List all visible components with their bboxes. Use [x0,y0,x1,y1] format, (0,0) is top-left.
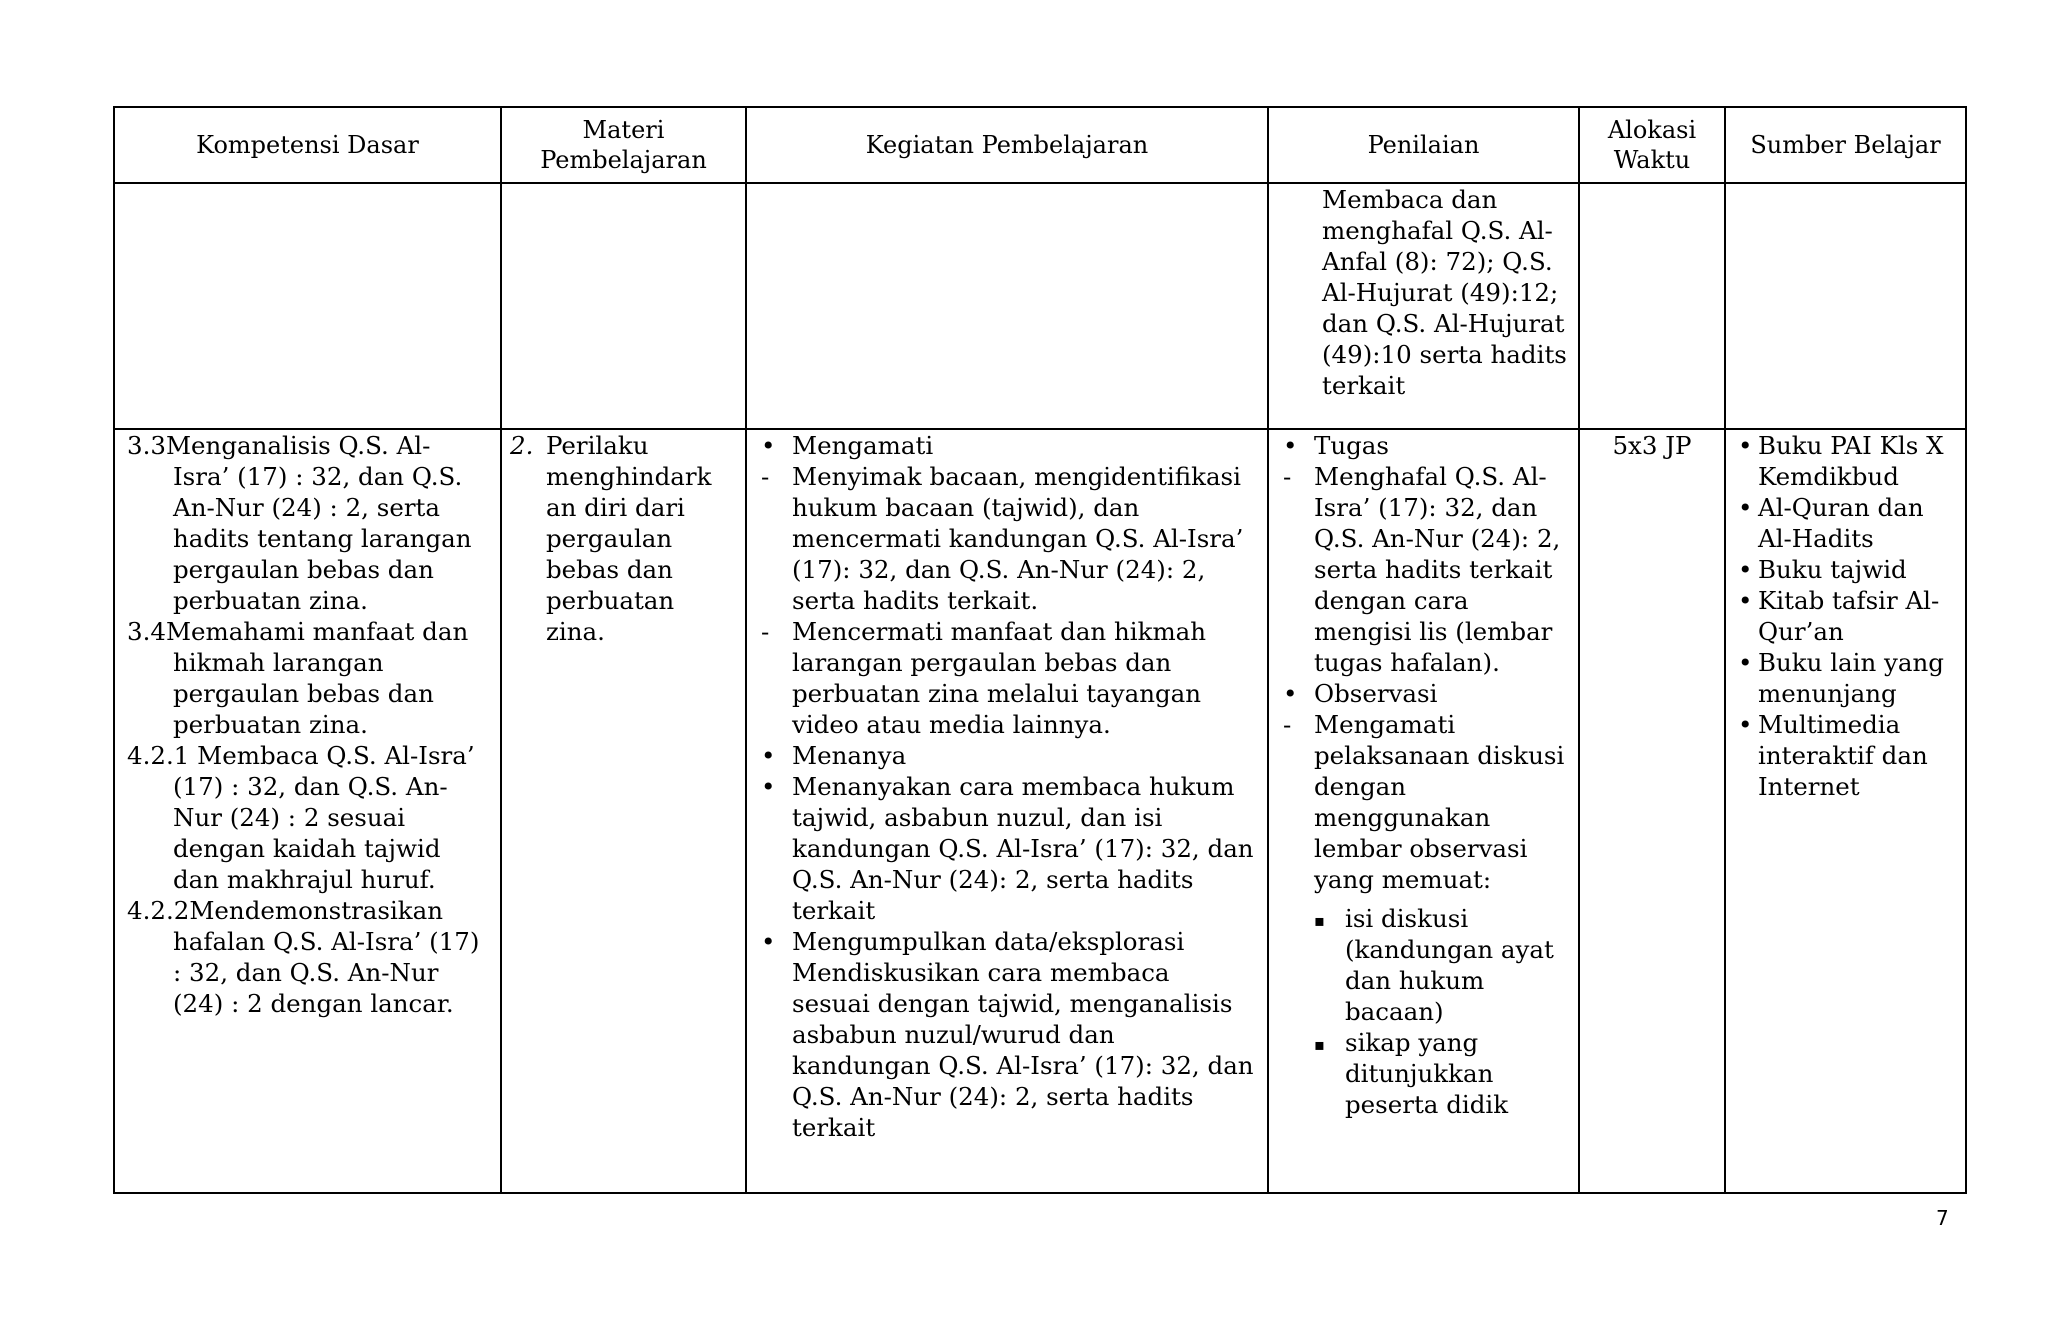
kegiatan-text: Mengamati [792,431,934,460]
penilaian-text: Tugas [1314,431,1389,460]
kegiatan-item [759,461,1255,616]
cell-materi-empty [501,183,746,429]
kegiatan-text: Mengumpulkan data/eksplorasi Mendiskusikan cara membaca sesuai dengan tajwid, menganalisis asbabun nuzul/wurud dan kandungan Q.S. Al-Isra’ (17): 32, dan Q.S. An-Nur (24): 2, serta hadits terkait [792,927,1254,1142]
sumber-text: Buku lain yang menunjang [1758,648,1944,708]
bullet-icon: • [1738,710,1753,739]
penilaian-continued-text: Membaca dan menghafal Q.S. Al-Anfal (8): 72); Q.S. Al-Hujurat (49):12; dan Q.S. Al-Hujurat (49):10 serta hadits terkait [1322,185,1567,400]
cell-sumber-empty [1725,183,1966,429]
materi-number: 2. [510,431,534,460]
header-materi-label: Materi Pembelajaran [540,116,707,174]
bullet-icon: • [761,741,776,770]
kd-item: 3.4Memahami manfaat dan hikmah larangan pergaulan bebas dan perbuatan zina. [127,617,469,739]
sumber-item [1738,430,1961,492]
page-number: 7 [1936,1206,1949,1230]
cell-sumber-belajar [1725,429,1966,1193]
header-alokasi-label: Alokasi Waktu [1607,116,1697,174]
sumber-text: Buku PAI Kls X Kemdikbud [1758,431,1944,491]
table-header-row [114,107,1966,183]
sumber-text: Kitab tafsir Al-Qur’an [1758,586,1940,646]
cell-kompetensi-empty [114,183,501,429]
bullet-icon: • [1738,431,1753,460]
penilaian-item [1281,430,1572,461]
cell-penilaian-continued [1268,183,1579,429]
silabus-table [113,106,1967,1194]
bullet-icon: • [1738,586,1753,615]
header-kompetensi-dasar: Kompetensi Dasar [114,107,501,183]
cell-alokasi-empty [1579,183,1725,429]
kegiatan-item [759,430,1255,461]
sumber-text: Multimedia interaktif dan Internet [1758,710,1928,801]
cell-penilaian [1268,429,1579,1193]
sumber-item [1738,585,1961,647]
dash-icon: - [761,462,770,491]
square-bullet-icon: ▪ [1314,1035,1325,1054]
kegiatan-text: Menanya [792,741,907,770]
kegiatan-text: Menyimak bacaan, mengidentifikasi hukum bacaan (tajwid), dan mencermati kandungan Q.S. Al-Isra’ (17): 32, dan Q.S. An-Nur (24): 2, serta hadits terkait. [792,462,1244,615]
penilaian-sub-text: isi diskusi (kandungan ayat dan hukum bacaan) [1345,904,1554,1026]
bullet-icon: • [761,927,776,956]
sumber-item [1738,554,1961,585]
bullet-icon: • [1738,493,1753,522]
bullet-icon: • [761,772,776,801]
cell-kompetensi-dasar [114,429,501,1193]
bullet-icon: • [1283,431,1298,460]
penilaian-text: Observasi [1314,679,1438,708]
bullet-icon: • [1283,679,1298,708]
penilaian-text: Mengamati pelaksanaan diskusi dengan menggunakan lembar observasi yang memuat: [1314,710,1565,894]
penilaian-sub-text: sikap yang ditunjukkan peserta didik [1345,1028,1509,1119]
dash-icon: - [761,617,770,646]
kegiatan-item [759,926,1255,1143]
penilaian-item [1281,709,1572,895]
table-row [114,429,1966,1193]
header-kegiatan-pembelajaran: Kegiatan Pembelajaran [746,107,1268,183]
penilaian-text: Menghafal Q.S. Al-Isra’ (17): 32, dan Q.S. An-Nur (24): 2, serta hadits terkait dengan cara mengisi lis (lembar tugas hafalan). [1314,462,1561,677]
kegiatan-item [759,616,1255,740]
header-materi-pembelajaran [501,107,746,183]
penilaian-item [1281,461,1572,678]
header-alokasi-waktu [1579,107,1725,183]
materi-item [510,430,717,647]
materi-text: Perilaku menghindark an diri dari pergaulan bebas dan perbuatan zina. [546,431,712,646]
penilaian-sub-item [1281,903,1572,1027]
kegiatan-text: Menanyakan cara membaca hukum tajwid, asbabun nuzul, dan isi kandungan Q.S. Al-Isra’ (17): 32, dan Q.S. An-Nur (24): 2, serta hadits terkait [792,772,1254,925]
sumber-text: Al-Quran dan Al-Hadits [1758,493,1924,553]
kd-item: 3.3Menganalisis Q.S. Al-Isra’ (17) : 32, dan Q.S. An-Nur (24) : 2, serta hadits tentang larangan pergaulan bebas dan perbuatan zina. [127,431,472,615]
cell-materi-pembelajaran [501,429,746,1193]
alokasi-value: 5x3 JP [1612,431,1692,460]
kegiatan-text: Mencermati manfaat dan hikmah larangan pergaulan bebas dan perbuatan zina melalui tayangan video atau media lainnya. [792,617,1207,739]
sumber-item [1738,709,1961,802]
penilaian-sub-item [1281,1027,1572,1120]
dash-icon: - [1283,462,1292,491]
cell-alokasi-waktu [1579,429,1725,1193]
cell-kegiatan-empty [746,183,1268,429]
sumber-item [1738,492,1961,554]
penilaian-item [1281,678,1572,709]
cell-kegiatan-pembelajaran [746,429,1268,1193]
header-sumber-belajar: Sumber Belajar [1725,107,1966,183]
table-row [114,183,1966,429]
kegiatan-item [759,771,1255,926]
bullet-icon: • [761,431,776,460]
kd-item: 4.2.2Mendemonstrasikan hafalan Q.S. Al-Isra’ (17) : 32, dan Q.S. An-Nur (24) : 2 dengan lancar. [127,896,480,1018]
bullet-icon: • [1738,555,1753,584]
header-penilaian: Penilaian [1268,107,1579,183]
sumber-item [1738,647,1961,709]
kd-item: 4.2.1 Membaca Q.S. Al-Isra’ (17) : 32, dan Q.S. An-Nur (24) : 2 sesuai dengan kaidah tajwid dan makhrajul huruf. [127,741,475,894]
square-bullet-icon: ▪ [1314,911,1325,930]
dash-icon: - [1283,710,1292,739]
bullet-icon: • [1738,648,1753,677]
sumber-text: Buku tajwid [1758,555,1907,584]
kegiatan-item [759,740,1255,771]
